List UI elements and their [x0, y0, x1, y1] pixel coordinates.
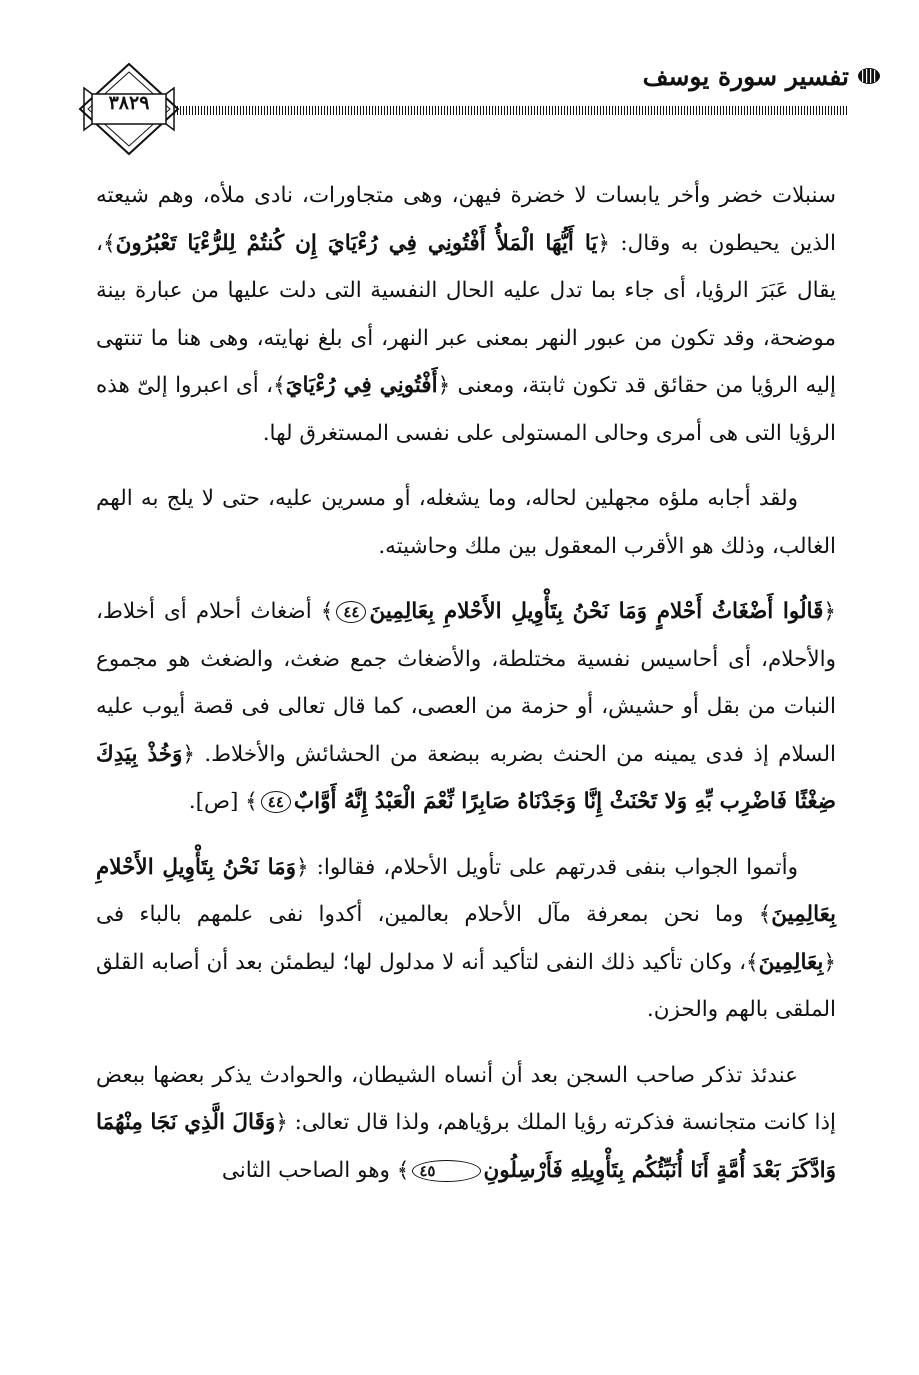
quran-verse-text: أَفْتُونِي فِي رُءْيَايَ: [285, 373, 438, 398]
commentary-text: سنبلات خضر وأخر يابسات لا خضرة فيهن، وهى متجاورات، نادى ملأه، وهم شيعته الذين يحيطون به وقال:: [96, 183, 836, 256]
ornate-bracket-icon: ﴾: [758, 902, 772, 927]
body-text: [96, 172, 836, 1212]
quran-verse-text: وَخُذْ بِيَدِكَ ضِغْثًا فَاضْرِب بِّهِ وَلا تَحْنَثْ إِنَّا وَجَدْنَاهُ صَابِرًا نِّعْمَ الْعَبْدُ إِنَّهُ أَوَّابٌ: [96, 741, 836, 814]
paragraph: [96, 172, 836, 457]
paragraph: [96, 844, 836, 1034]
commentary-text: ، وكان تأكيد ذلك النفى لتأكيد أنه لا مدلول لها؛ ليطمئن بعد أن أصابه القلق الملقى بالهم والحزن.: [96, 949, 836, 1022]
header-rule: [165, 106, 847, 115]
quran-verse-text: وَمَا نَحْنُ بِتَأْوِيلِ الأَحْلامِ بِعَالِمِينَ: [96, 854, 836, 927]
commentary-text: وما نحن بمعرفة مآل الأحلام بعالمين، أكدوا نفى علمهم بالباء فى: [96, 902, 759, 927]
ornate-bracket-icon: ﴿: [437, 373, 451, 398]
ornate-bracket-icon: ﴿: [182, 741, 196, 767]
verse-number-badge: ٤٤: [261, 791, 291, 813]
commentary-text: عندئذ تذكر صاحب السجن بعد أن أنساه الشيطان، والحوادث يذكر بعضها ببعض إذا كانت متجانسة فذكرته رؤيا الملك برؤياهم، ولذا قال تعالى:: [96, 1062, 836, 1135]
quran-verse-text: بِعَالِمِينَ: [758, 949, 824, 975]
ornate-bracket-icon: ﴾: [102, 230, 116, 256]
running-head-title: تفسير سورة يوسف: [642, 62, 849, 91]
quran-verse-text: قَالُوا أَضْغَاثُ أَحْلامٍ وَمَا نَحْنُ بِتَأْوِيلِ الأَحْلامِ بِعَالِمِينَ: [369, 599, 824, 624]
commentary-text: أضغاث أحلام أى أخلاط، والأحلام، أى أحاسيس نفسية مختلطة، والأضغاث جمع ضغث، والضغث هو مجموع النبات من بقل أو حشيش، أو حزمة من العصى، كما قال تعالى فى قصة أيوب عليه السلام إذ فدى يمينه من الحنث بضربه ببضعة من الحشائش والأخلاط.: [96, 599, 836, 767]
paragraph: [96, 1052, 836, 1195]
page-number: ٣٨٢٩: [108, 92, 150, 114]
commentary-text: [ص].: [188, 789, 246, 814]
commentary-text: ، أى اعبروا إلىّ هذه الرؤيا التى هى أمرى وحالى المستولى على نفسى المستغرق لها.: [96, 373, 836, 446]
verse-number-badge: ٤٤: [336, 601, 366, 623]
ornate-bracket-icon: ﴾: [273, 373, 286, 398]
paragraph: [96, 475, 836, 570]
paragraph: [96, 588, 836, 826]
quran-verse-text: يَا أَيُّهَا الْمَلأُ أَفْتُونِي فِي رُءْيَايَ إِن كُنتُمْ لِلرُّءْيَا تَعْبُرُونَ: [115, 230, 598, 256]
commentary-text: ، يقال عَبَرَ الرؤيا، أى جاء بما تدل عليه الحال النفسية التى دلت عليها من عبارة بينة موضحة، وقد تكون من عبور النهر بمعنى عبر النهر، أى بلغ نهايته، وهى هنا ما تنتهى إليه الرؤيا من حقائق قد تكون ثابتة، ومعنى: [96, 230, 837, 398]
quran-verse-text: وَقَالَ الَّذِي نَجَا مِنْهُمَا وَادَّكَرَ بَعْدَ أُمَّةٍ أَنَا أُنَبِّئُكُم بِتَأْوِيلِهِ فَأَرْسِلُونِ: [96, 1110, 836, 1183]
commentary-text: وهو الصاحب الثانى: [221, 1157, 397, 1183]
ornate-bracket-icon: ﴿: [823, 949, 836, 975]
commentary-text: ولقد أجابه ملؤه مجهلين لحاله، وما يشغله، أو مسرين عليه، حتى لا يلج به الهم الغالب، وذلك هو الأقرب المعقول بين ملك وحاشيته.: [96, 486, 836, 559]
ornate-bracket-icon: ﴾: [320, 599, 334, 624]
commentary-text: وأتموا الجواب بنفى قدرتهم على تأويل الأحلام، فقالوا:: [308, 854, 798, 880]
ornate-bracket-icon: ﴿: [296, 854, 309, 880]
verse-number-badge: ٤٥: [412, 1160, 480, 1182]
ornate-bracket-icon: ﴿: [823, 599, 836, 624]
ornate-bracket-icon: ﴾: [245, 789, 258, 814]
ornate-bracket-icon: ﴿: [275, 1110, 288, 1135]
ornate-bracket-icon: ﴾: [746, 949, 759, 975]
header-ornament-icon: [857, 66, 881, 86]
ornate-bracket-icon: ﴾: [396, 1157, 410, 1183]
ornate-bracket-icon: ﴿: [597, 230, 610, 256]
